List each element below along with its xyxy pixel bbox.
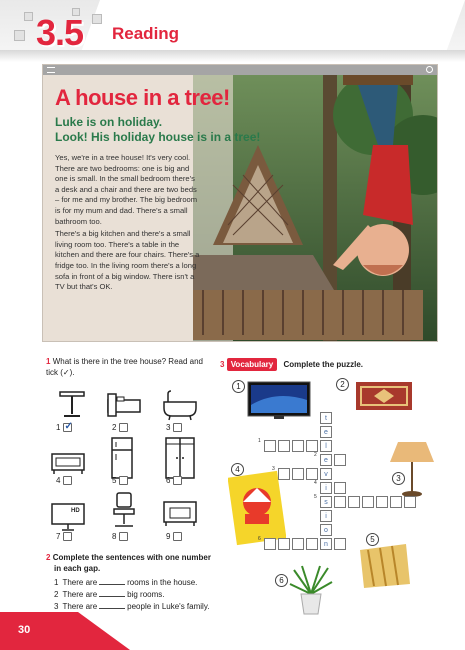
clue-number: 1	[258, 438, 261, 444]
answer-cell[interactable]	[306, 440, 318, 452]
checkbox-7[interactable]	[63, 532, 72, 541]
poster-picture	[228, 470, 286, 546]
fridge-icon	[102, 436, 142, 476]
bathtub-icon	[160, 386, 200, 426]
picture-number-3: 3	[392, 472, 405, 485]
clue-number: 4	[314, 480, 317, 486]
answer-cell[interactable]	[292, 538, 304, 550]
exercise-2-instruction	[46, 552, 226, 574]
clue-number: 6	[258, 536, 261, 542]
keyword-cell[interactable]: l	[320, 440, 332, 452]
keyword-cell[interactable]: o	[320, 524, 332, 536]
keyword-cell[interactable]: e	[320, 426, 332, 438]
exercise-1-instruction	[46, 356, 216, 378]
picture-number-2: 2	[336, 378, 349, 391]
picture-number-5: 5	[366, 533, 379, 546]
item-3: 3	[166, 423, 182, 432]
subtitle-line: Look! His holiday house is in a tree!	[55, 130, 261, 144]
instruction-text: What is there in the tree house? Read and tick (✓).	[46, 357, 204, 377]
exercise-number: 2	[46, 553, 51, 562]
answer-cell[interactable]	[306, 468, 318, 480]
keyword-cell[interactable]: v	[320, 468, 332, 480]
item-5: 5	[112, 476, 128, 485]
answer-cell[interactable]	[264, 440, 276, 452]
clue-number: 3	[272, 466, 275, 472]
checkbox-3[interactable]	[173, 423, 182, 432]
checkbox-6[interactable]	[173, 476, 182, 485]
answer-cell[interactable]	[334, 454, 346, 466]
gap-input-1[interactable]	[99, 584, 125, 585]
answer-cell[interactable]	[334, 496, 346, 508]
refresh-icon[interactable]	[426, 66, 433, 73]
item-6: 6	[166, 476, 182, 485]
picture-number-4: 4	[231, 463, 244, 476]
bed-icon	[104, 386, 144, 426]
office-chair-icon	[104, 490, 144, 530]
page-number: 30	[18, 624, 31, 636]
answer-cell[interactable]	[278, 468, 290, 480]
reading-panel	[42, 64, 438, 342]
checkbox-4[interactable]	[63, 476, 72, 485]
rug-picture	[354, 378, 414, 414]
subtitle-line: Luke is on holiday.	[55, 115, 163, 129]
tv-label: HD	[71, 508, 80, 514]
picture-number-6: 6	[275, 574, 288, 587]
instruction-text: Complete the puzzle.	[283, 360, 364, 369]
keyword-cell[interactable]: i	[320, 482, 332, 494]
item-4: 4	[56, 476, 72, 485]
reading-text	[55, 153, 200, 295]
exercise-number: 3	[220, 360, 225, 369]
exercise-number: 1	[46, 357, 51, 366]
item-1: 1 ✓	[56, 421, 73, 433]
answer-cell[interactable]	[306, 538, 318, 550]
sentence-3: 3 There are people in Luke's family.	[54, 602, 210, 611]
clue-number: 2	[314, 452, 317, 458]
answer-cell[interactable]	[292, 468, 304, 480]
keyword-cell[interactable]: i	[320, 510, 332, 522]
section-title: Reading	[112, 24, 180, 43]
item-8: 8	[112, 532, 128, 541]
answer-cell[interactable]	[334, 482, 346, 494]
keyword-cell[interactable]: n	[320, 538, 332, 550]
answer-cell[interactable]	[348, 496, 360, 508]
answer-cell[interactable]	[362, 496, 374, 508]
reading-subtitle	[55, 115, 275, 145]
answer-cell[interactable]	[264, 538, 276, 550]
checkbox-8[interactable]	[119, 532, 128, 541]
checkbox-2[interactable]	[119, 423, 128, 432]
decor-square	[24, 12, 33, 21]
table-icon	[52, 386, 92, 426]
checkbox-1[interactable]: ✓	[64, 421, 73, 433]
item-9: 9	[166, 532, 182, 541]
item-7: 7	[56, 532, 72, 541]
answer-cell[interactable]	[390, 496, 402, 508]
decor-square	[92, 14, 102, 24]
paragraph: Yes, we're in a tree house! It's very cool. There are two bedrooms: one is big and one is small. In the small bedroom there's a desk and a chair and there are two beds – for me and my brother. The big bedroom is for my mum and dad. There's a small bathroom too.	[55, 153, 198, 226]
sentence-2: 2 There are big rooms.	[54, 590, 165, 599]
checkbox-9[interactable]	[173, 532, 182, 541]
answer-cell[interactable]	[404, 496, 416, 508]
keyword-cell[interactable]: t	[320, 412, 332, 424]
answer-cell[interactable]	[278, 440, 290, 452]
checkbox-5[interactable]	[119, 476, 128, 485]
plant-picture	[288, 564, 334, 616]
answer-cell[interactable]	[334, 538, 346, 550]
wardrobe-icon	[160, 436, 200, 476]
unit-number: 3.5	[36, 12, 84, 53]
answer-cell[interactable]	[292, 440, 304, 452]
vocabulary-tag: Vocabulary	[227, 358, 278, 371]
keyword-cell[interactable]: s	[320, 496, 332, 508]
sentence-1: 1 There are rooms in the house.	[54, 578, 198, 587]
reading-title: A house in a tree!	[55, 85, 230, 110]
keyword-cell[interactable]: e	[320, 454, 332, 466]
gap-input-2[interactable]	[99, 596, 125, 597]
gap-input-3[interactable]	[99, 608, 125, 609]
lamp-picture	[388, 438, 436, 500]
cushion-picture	[354, 540, 414, 592]
instruction-text: in each gap.	[54, 564, 101, 573]
instruction-text: Complete the sentences with one number	[52, 553, 211, 562]
item-2: 2	[112, 423, 128, 432]
armchair-icon	[160, 496, 200, 536]
menu-icon[interactable]	[47, 67, 55, 73]
exercise-3-instruction	[220, 358, 440, 371]
tv-picture	[246, 380, 312, 420]
paragraph: There's a big kitchen and there's a small living room too. There's a table in the kitchen and there are four chairs. There's a fridge too. In the living room there's a long sofa in front of a big window. There isn't a TV but that's OK.	[55, 229, 200, 292]
panel-toolbar	[43, 65, 437, 75]
picture-number-1: 1	[232, 380, 245, 393]
decor-square	[14, 30, 25, 41]
clue-number: 5	[314, 494, 317, 500]
answer-cell[interactable]	[278, 538, 290, 550]
answer-cell[interactable]	[376, 496, 388, 508]
